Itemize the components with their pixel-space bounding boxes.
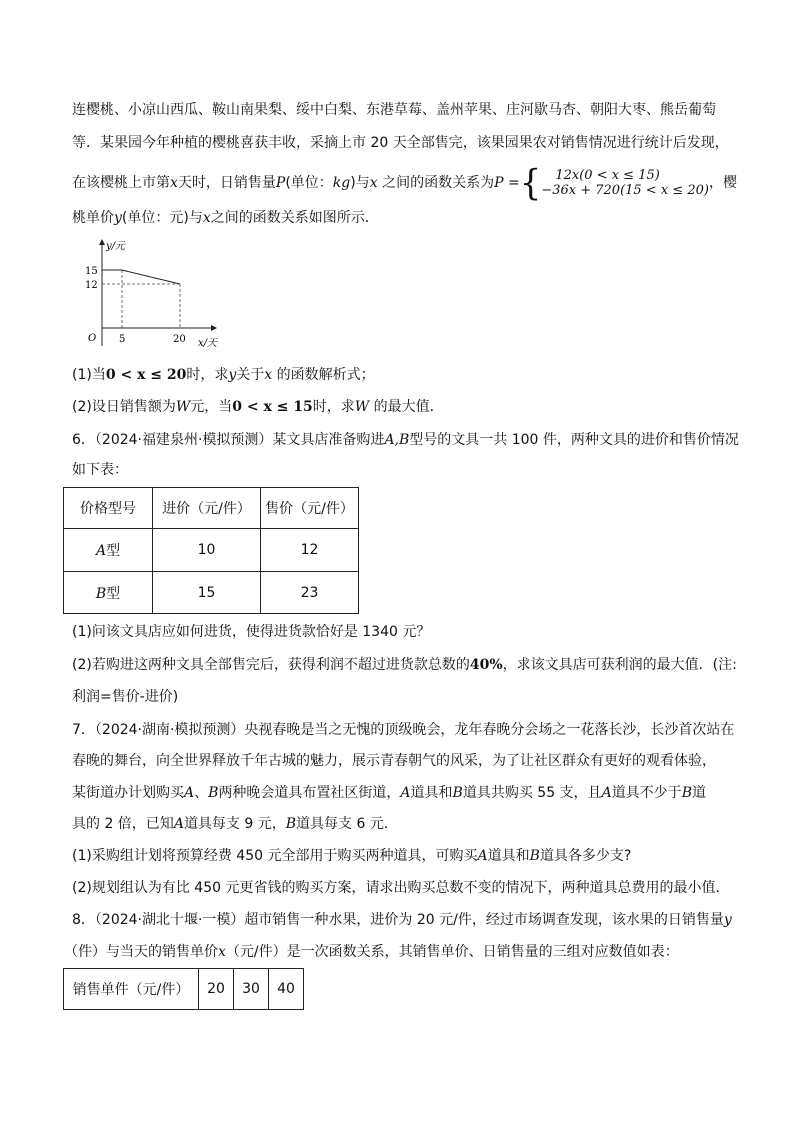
piecewise-cases xyxy=(541,168,709,198)
text: 天时，日销售量 xyxy=(177,175,276,191)
case-1: 12x(0 < x ≤ 15) xyxy=(555,168,660,183)
origin-label: O xyxy=(88,333,97,344)
text: 道具每支 9 元， xyxy=(183,816,286,832)
var-A: A xyxy=(173,816,184,832)
p7-line4 xyxy=(72,814,398,834)
formula-P-equals: P = xyxy=(494,175,520,191)
price-line xyxy=(102,270,180,284)
y-axis-label: y/元 xyxy=(106,241,126,252)
text: (1)当 xyxy=(72,367,106,383)
price-graph xyxy=(76,236,226,354)
var-y: y xyxy=(114,210,122,226)
var-x: x xyxy=(170,175,178,191)
price-cell: 23 xyxy=(261,572,359,614)
text: (单位： xyxy=(285,175,333,191)
text: 具的 2 倍，已知 xyxy=(72,816,174,832)
p6-line1 xyxy=(72,430,739,450)
var-x: x xyxy=(369,175,378,191)
text: 的函数解析式； xyxy=(272,367,375,383)
sales-table xyxy=(63,968,304,1010)
var-P: P xyxy=(275,175,286,191)
text: (2)设日销售额为 xyxy=(72,399,176,415)
brace-symbol: { xyxy=(519,162,542,204)
percent: 40% xyxy=(469,657,503,673)
x-tick-5: 5 xyxy=(119,334,126,345)
y-tick-12: 12 xyxy=(85,280,98,291)
cost-cell: 10 xyxy=(153,529,261,572)
y-tick-15: 15 xyxy=(85,266,98,277)
var-AB: A,B xyxy=(384,432,410,448)
text: 型号的文具一共 100 件，两种文具的进价和售价情况 xyxy=(409,432,739,448)
p5-line4 xyxy=(72,208,379,228)
text: 型 xyxy=(106,585,121,602)
var-B: B xyxy=(452,785,463,801)
text: 、 xyxy=(194,785,209,801)
table-cell: 20 xyxy=(199,969,234,1010)
var-x: x xyxy=(264,367,273,383)
table-header: 价格型号 xyxy=(64,488,153,529)
table-header: 销售单件（元/件） xyxy=(64,969,199,1010)
var-y: y xyxy=(228,367,237,383)
text: 道具不少于 xyxy=(611,785,682,801)
text: (2)若购进这两种文具全部售完后，获得利润不超过进货款总数的 xyxy=(72,657,470,673)
table-row xyxy=(64,572,359,614)
text: 道具和 xyxy=(410,785,453,801)
table-cell: 40 xyxy=(269,969,304,1010)
p8-line1 xyxy=(72,910,732,930)
table-row xyxy=(64,969,304,1010)
var-B: B xyxy=(95,585,107,602)
table-header: 进价（元/件） xyxy=(153,488,261,529)
p7-line3 xyxy=(72,783,706,803)
text: 的最大值． xyxy=(369,399,444,415)
row-label xyxy=(64,529,153,572)
var-A: A xyxy=(477,848,488,864)
p5-line2: 等．某果园今年种植的樱桃喜获丰收，采摘上市 20 天全部售完，该果园果农对销售情况进行统计后发现， xyxy=(72,135,729,151)
p6-q2 xyxy=(72,655,737,675)
p7-line2: 春晚的舞台，向全世界释放千年古城的魅力，展示青春朝气的风采，为了让社区群众有更好的观看体验， xyxy=(72,753,716,769)
p5-line1: 连樱桃、小凉山西瓜、鞍山南果梨、绥中白梨、东港草莓、盖州苹果、庄河歇马杏、朝阳大枣、熊岳葡萄 xyxy=(72,102,716,118)
p6-q2-cont: 利润=售价-进价) xyxy=(72,689,179,705)
text: (1)采购组计划将预算经费 450 元全部用于购买两种道具，可购买 xyxy=(72,848,478,864)
var-A: A xyxy=(95,543,107,559)
p5-line3 xyxy=(72,162,737,204)
text: 桃单价 xyxy=(72,210,114,226)
x-tick-20: 20 xyxy=(173,334,186,345)
text: （件）与当天的销售单价 xyxy=(64,944,218,960)
var-W: W xyxy=(175,399,191,415)
case-2: −36x + 720(15 < x ≤ 20) xyxy=(541,183,709,198)
var-B: B xyxy=(208,785,219,801)
p6-q1: (1)问该文具店应如何进货，使得进货款恰好是 1340 元？ xyxy=(72,624,431,640)
text: 道具每支 6 元． xyxy=(296,816,398,832)
var-W: W xyxy=(354,399,370,415)
var-B: B xyxy=(285,816,297,832)
text: (单位：元)与 xyxy=(121,210,203,226)
table-header: 售价（元/件） xyxy=(261,488,359,529)
text: 6．（2024·福建泉州·模拟预测）某文具店准备购进 xyxy=(72,432,385,448)
text: 8．（2024·湖北十堰·一模）超市销售一种水果，进价为 20 元/件，经过市场调查发现，该水果的日销售量 xyxy=(72,912,724,928)
var-A: A xyxy=(601,785,612,801)
text: 时，求 xyxy=(312,399,355,415)
text: 在该樱桃上市第 xyxy=(72,175,170,191)
text: 两种晚会道具布置社区街道， xyxy=(218,785,401,801)
condition: 0 < x ≤ 20 xyxy=(105,367,187,383)
text: 型 xyxy=(106,543,121,559)
text: 关于 xyxy=(236,367,265,383)
p7-line1: 7．（2024·湖南·模拟预测）央视春晚是当之无愧的顶级晚会，龙年春晚分会场之一花落长沙，长沙首次站在 xyxy=(72,722,735,738)
unit-kg: kg xyxy=(332,175,351,191)
text: 道具和 xyxy=(487,848,530,864)
text: 之间的函数关系如图所示． xyxy=(210,210,379,226)
table-cell: 30 xyxy=(234,969,269,1010)
x-axis-label: x/天 xyxy=(198,338,218,349)
p5-q1 xyxy=(72,365,375,385)
var-A: A xyxy=(400,785,411,801)
text: ，求该文具店可获利润的最大值．(注: xyxy=(502,657,737,673)
p8-line2 xyxy=(64,942,679,962)
var-x: x xyxy=(218,944,226,960)
text: （元/件）是一次函数关系，其销售单价、日销售量的三组对应数值如表： xyxy=(225,944,679,960)
text: ，樱 xyxy=(708,175,737,191)
text: 时，求 xyxy=(186,367,229,383)
p7-q1 xyxy=(72,846,631,866)
var-y: y xyxy=(723,912,732,928)
var-B: B xyxy=(681,785,692,801)
var-A: A xyxy=(184,785,195,801)
text: )与 xyxy=(350,175,370,191)
price-table xyxy=(63,487,359,614)
p7-q2: (2)规划组认为有比 450 元更省钱的购买方案，请求出购买总数不变的情况下，两种道具总费用的最小值． xyxy=(72,880,730,896)
text: 元，当 xyxy=(190,399,233,415)
text: 道具共购买 55 支，且 xyxy=(462,785,602,801)
cost-cell: 15 xyxy=(153,572,261,614)
price-cell: 12 xyxy=(261,529,359,572)
var-B: B xyxy=(529,848,540,864)
p6-line2: 如下表： xyxy=(72,462,128,478)
text: 之间的函数关系为 xyxy=(377,175,495,191)
table-row xyxy=(64,529,359,572)
p5-q2 xyxy=(72,397,444,417)
var-x: x xyxy=(202,210,211,226)
condition: 0 < x ≤ 15 xyxy=(232,399,313,415)
text: 某街道办计划购买 xyxy=(72,785,184,801)
text: 道 xyxy=(691,785,706,801)
row-label xyxy=(64,572,153,614)
text: 道具各多少支? xyxy=(539,848,632,864)
